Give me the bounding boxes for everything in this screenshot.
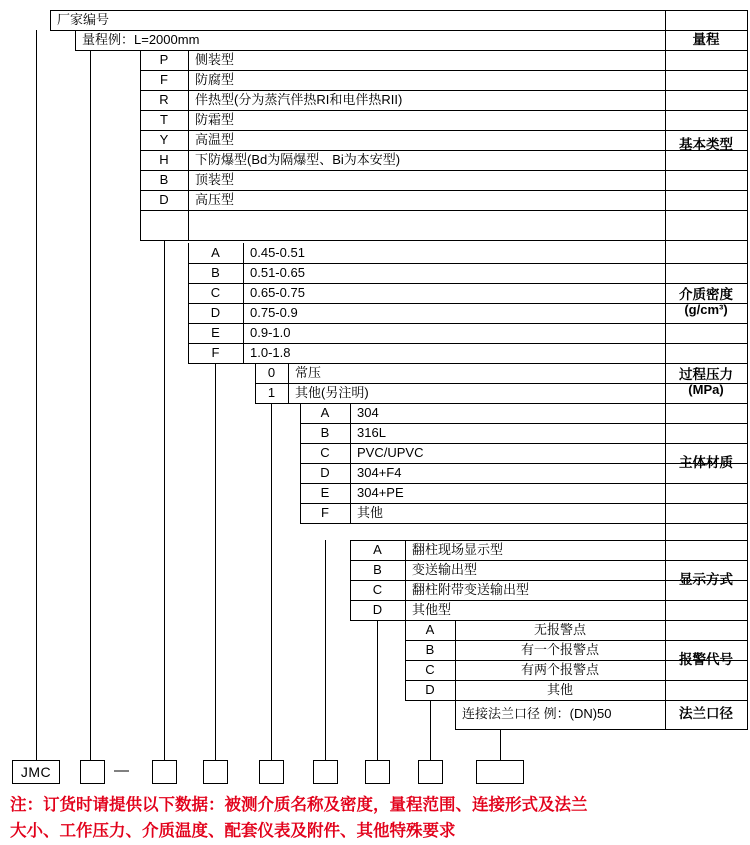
- material-desc: 316L: [357, 424, 386, 440]
- basic-type-desc: 伴热型(分为蒸汽伴热RI和电伴热RII): [195, 91, 403, 107]
- basic-type-desc: 侧装型: [195, 51, 235, 67]
- basic-type-desc: 高温型: [195, 131, 235, 147]
- legend-slot-alarm: [418, 760, 443, 784]
- alarm-code: D: [425, 681, 435, 697]
- category-basic-type: 基本类型: [679, 136, 733, 152]
- display-code: B: [373, 561, 382, 577]
- col-line-range: [75, 30, 76, 50]
- material-desc: 其他: [357, 504, 384, 520]
- category-medium-density-unit: (g/cm³): [684, 302, 728, 318]
- frame-bottom-line: [455, 729, 748, 730]
- density-code: F: [211, 344, 220, 360]
- frame-right-line: [747, 10, 748, 729]
- manufacturer-number-label: 厂家编号: [57, 11, 110, 27]
- legend-slot-display: [365, 760, 390, 784]
- leader-line-range: [90, 50, 91, 760]
- basic-type-desc: 高压型: [195, 191, 235, 207]
- category-process-pressure-label: 过程压力: [679, 367, 733, 383]
- category-range: 量程: [692, 31, 720, 47]
- leader-line-alarm: [430, 700, 431, 760]
- material-code: E: [320, 484, 330, 500]
- basic-type-code: T: [160, 111, 168, 127]
- legend-dash: —: [114, 762, 129, 779]
- density-code: D: [210, 304, 221, 320]
- basic-type-code: B: [159, 171, 169, 187]
- basic-type-code: F: [160, 71, 168, 87]
- pressure-code: 1: [267, 384, 276, 400]
- leader-line-basic-type: [164, 240, 165, 760]
- basic-type-desc: 顶装型: [195, 171, 235, 187]
- basic-type-desc: 防腐型: [195, 71, 235, 87]
- material-desc: 304+PE: [357, 484, 404, 500]
- density-code: C: [210, 284, 221, 300]
- material-desc: 304: [357, 404, 379, 420]
- category-medium-density-label: 介质密度: [679, 287, 733, 303]
- leader-line-display: [377, 620, 378, 760]
- row-line: [300, 523, 748, 524]
- display-code: A: [373, 541, 382, 557]
- row-line: [140, 210, 748, 211]
- display-desc: 翻柱附带变送输出型: [412, 581, 530, 597]
- order-note-line1: 注：订货时请提供以下数据：被测介质名称及密度，量程范围、连接形式及法兰: [10, 796, 588, 814]
- category-medium-density: [665, 243, 747, 363]
- basic-type-code: D: [159, 191, 169, 207]
- legend-slot-pressure: [259, 760, 284, 784]
- leader-line-manufacturer: [36, 30, 37, 760]
- basic-type-block-bottom-line: [140, 240, 748, 241]
- legend-slot-material: [313, 760, 338, 784]
- category-flange-size: 法兰口径: [679, 706, 733, 722]
- density-code: E: [211, 324, 220, 340]
- density-code: B: [211, 264, 220, 280]
- legend-slot-basic-type: [152, 760, 177, 784]
- pressure-desc: 其他(另注明): [295, 384, 369, 400]
- legend-slot-range: [80, 760, 105, 784]
- density-desc: 0.9-1.0: [250, 324, 291, 340]
- density-desc: 0.51-0.65: [250, 264, 305, 280]
- category-display-mode: 显示方式: [679, 571, 733, 587]
- alarm-desc: 有一个报警点: [520, 641, 599, 657]
- density-desc: 1.0-1.8: [250, 344, 291, 360]
- pressure-desc: 常压: [295, 364, 322, 380]
- order-note-line2: 大小、工作压力、介质温度、配套仪表及附件、其他特殊要求: [10, 821, 456, 840]
- basic-type-code: R: [159, 91, 169, 107]
- alarm-code: C: [425, 661, 435, 677]
- legend-slot-density: [203, 760, 228, 784]
- density-desc: 0.45-0.51: [250, 244, 305, 260]
- legend-slot-flange: [476, 760, 524, 784]
- material-code: C: [320, 444, 330, 460]
- category-process-pressure: [665, 363, 747, 403]
- order-note: [10, 793, 745, 844]
- basic-type-code: P: [159, 51, 169, 67]
- display-code: C: [372, 581, 383, 597]
- range-example-label: 量程例：L=2000mm: [82, 31, 200, 47]
- basic-type-desc: 下防爆型(Bd为隔爆型、Bi为本安型): [195, 151, 401, 167]
- display-desc: 变送输出型: [412, 561, 478, 577]
- display-desc: 翻柱现场显示型: [412, 541, 504, 557]
- category-body-material: 主体材质: [679, 454, 733, 470]
- leader-line-density: [215, 363, 216, 760]
- category-alarm-code: 报警代号: [679, 651, 733, 667]
- material-code: F: [321, 504, 329, 520]
- leader-line-material: [325, 540, 326, 760]
- density-code: A: [211, 244, 220, 260]
- col-line-manufacturer: [50, 10, 51, 30]
- alarm-desc: 有两个报警点: [520, 661, 599, 677]
- basic-type-code: H: [159, 151, 169, 167]
- model-prefix-box: JMC: [12, 760, 60, 784]
- display-desc: 其他型: [412, 601, 452, 617]
- basic-type-code: Y: [159, 131, 169, 147]
- category-process-pressure-unit: (MPa): [688, 382, 724, 398]
- leader-line-flange: [500, 729, 501, 760]
- flange-size-desc: 连接法兰口径 例：(DN)50: [462, 706, 612, 722]
- leader-line-pressure: [271, 403, 272, 760]
- material-code: B: [320, 424, 330, 440]
- material-desc: PVC/UPVC: [357, 444, 424, 460]
- alarm-desc: 无报警点: [533, 621, 586, 637]
- basic-type-desc: 防霜型: [195, 111, 235, 127]
- material-code: A: [320, 404, 330, 420]
- density-desc: 0.65-0.75: [250, 284, 305, 300]
- material-code: D: [320, 464, 330, 480]
- alarm-desc: 其他: [546, 681, 573, 697]
- alarm-code: A: [425, 621, 435, 637]
- density-desc: 0.75-0.9: [250, 304, 298, 320]
- display-code: D: [372, 601, 383, 617]
- alarm-code: B: [425, 641, 435, 657]
- pressure-code: 0: [267, 364, 276, 380]
- material-desc: 304+F4: [357, 464, 402, 480]
